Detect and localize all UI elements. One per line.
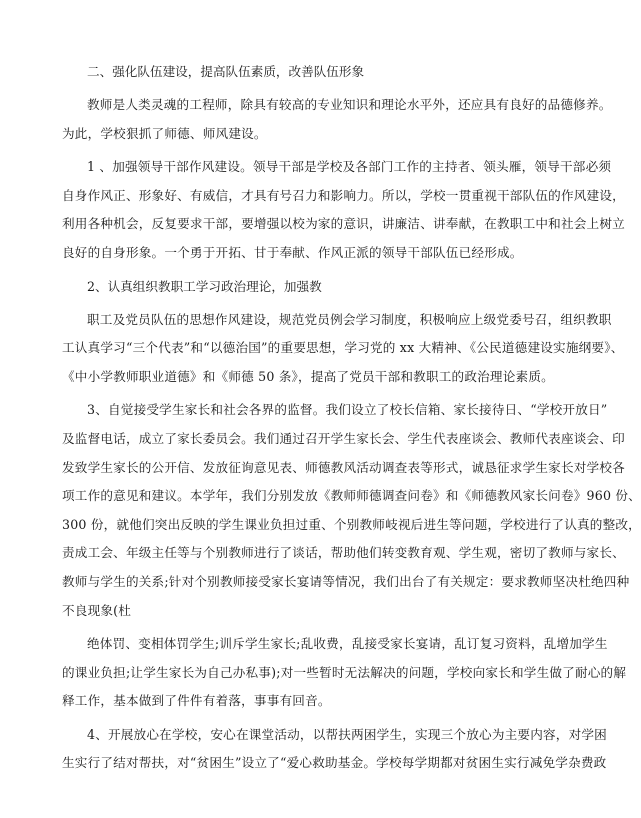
text-line: 利用各种机会，反复要求干部，要增强以校为家的意识，讲廉洁、讲奉献，在教职工中和社会上树立	[62, 216, 625, 232]
text-line: 教师是人类灵魂的工程师，除具有较高的专业知识和理论水平外，还应具有良好的品德修养。	[87, 97, 612, 112]
text-line: 二、强化队伍建设，提高队伍素质，改善队伍形象	[87, 64, 365, 79]
text-line: 2、认真组织教职工学习政治理论，加强教	[87, 278, 322, 294]
text-line: 为此，学校狠抓了师德、师风建设。	[62, 125, 267, 141]
paragraph	[62, 630, 627, 716]
text-line: 发致学生家长的公开信、发放征询意见表、师德教风活动调查表等形式，诚恳征求学生家长对学校各	[62, 459, 625, 475]
text-line: 责成工会、年级主任等与个别教师进行了谈话，帮助他们转变教育观、学生观，密切了教师与家长、	[62, 545, 625, 561]
paragraph	[62, 306, 624, 392]
text-line: 职工及党员队伍的思想作风建设，规范党员例会学习制度，积极响应上级党委号召，组织教职	[87, 311, 612, 327]
text-line: 300 份，就他们突出反映的学生课业负担过重、个别教师岐视后进生等问题，学校进行了认真的整改，	[62, 516, 641, 532]
text-line: 及监督电话，成立了家长委员会。我们通过召开学生家长会、学生代表座谈会、教师代表座谈会、印	[62, 430, 625, 446]
text-line: 绝体罚、变相体罚学生;训斥学生家长;乱收费，乱接受家长宴请，乱订复习资料，乱增加学生	[87, 636, 608, 652]
text-line: 工认真学习“三个代表”和“以德治国”的重要思想，学习党的 xx 大精神、《公民道德建设实施纲要》、	[62, 340, 624, 356]
text-line: 良好的自身形象。一个勇于开拓、甘于奉献、作风正派的领导干部队伍已经形成。	[62, 244, 523, 260]
text-line: 《中小学教师职业道德》和《师德 50 条》，提高了党员干部和教职工的政治理论素质。	[62, 368, 554, 384]
paragraph	[62, 153, 625, 267]
text-line: 自身作风正、形象好、有威信，才具有号召力和影响力。所以，学校一贯重视干部队伍的作风建设，	[62, 187, 625, 203]
paragraph	[62, 721, 607, 778]
text-line: 不良现象(杜	[62, 602, 132, 618]
section-heading	[62, 58, 542, 85]
text-line: 教师与学生的关系;针对个别教师接受家长宴请等情况，我们出台了有关规定：要求教师坚决杜绝四种	[62, 573, 630, 589]
paragraph	[62, 91, 612, 148]
text-line: 生实行了结对帮扶，对“贫困生”设立了“爱心救助基金。学校每学期都对贫困生实行减免学杂费政	[62, 755, 607, 771]
text-line: 1 、加强领导干部作风建设。领导干部是学校及各部门工作的主持者、领头雁，领导干部必须	[87, 159, 612, 175]
text-line: 项工作的意见和建议。本学年，我们分别发放《教师师德调查问卷》和《师德教风家长问卷》960 份、	[62, 488, 641, 504]
text-line: 3、自觉接受学生家长和社会各界的监督。我们设立了校长信箱、家长接待日、“学校开放日”	[87, 402, 608, 418]
text-line: 释工作，基本做到了件件有着落，事事有回音。	[62, 693, 331, 709]
text-line: 4、开展放心在学校，安心在课堂活动，以帮扶两困学生，实现三个放心为主要内容，对学困	[87, 726, 607, 742]
text-line: 的课业负担;让学生家长为自己办私事);对一些暂时无法解决的问题，学校向家长和学生做了耐心的解	[62, 664, 627, 680]
paragraph	[62, 396, 641, 625]
section-heading	[62, 273, 542, 300]
